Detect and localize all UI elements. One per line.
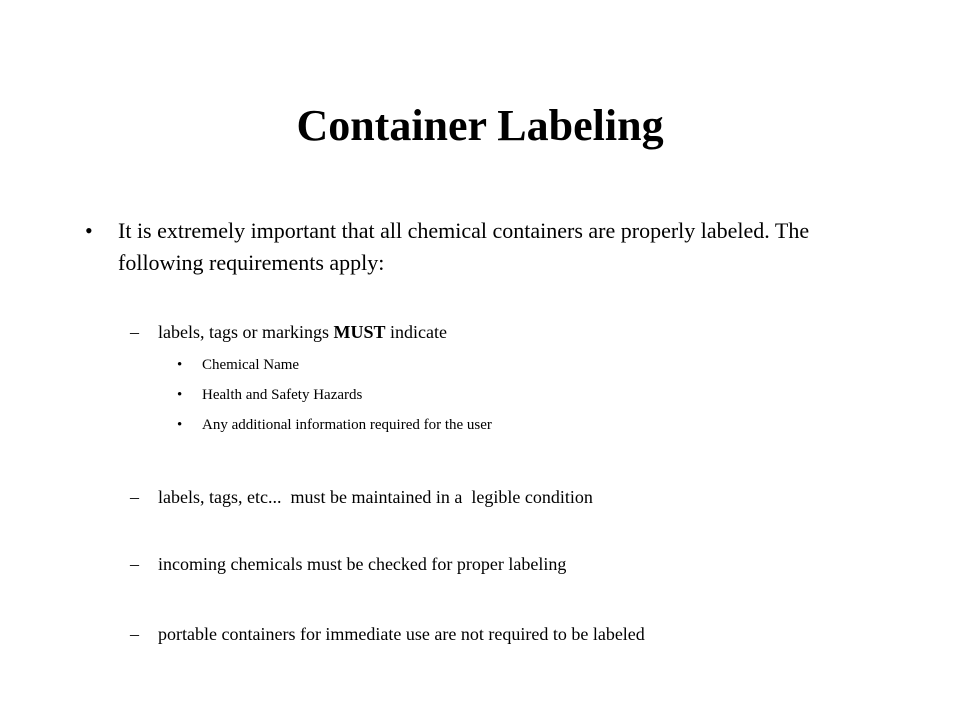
intro-bullet-item xyxy=(85,215,875,279)
subitem-health-safety xyxy=(177,384,777,406)
requirement-text: incoming chemicals must be checked for proper labeling xyxy=(158,554,567,574)
subitem-label: Health and Safety Hazards xyxy=(202,387,363,403)
bullet-icon: • xyxy=(85,218,93,243)
requirement-item-legible xyxy=(130,483,930,511)
intro-text: It is extremely important that all chemical containers are properly labeled. The following requirements apply: xyxy=(118,218,810,275)
dash-icon: – xyxy=(130,487,139,507)
requirement-item-incoming xyxy=(130,550,930,578)
slide-title: Container Labeling xyxy=(296,101,664,150)
requirement-text: portable containers for immediate use are not required to be labeled xyxy=(158,624,645,644)
dash-icon: – xyxy=(130,624,139,644)
requirement-item-portable xyxy=(130,620,930,648)
subitem-label: Any additional information required for the user xyxy=(202,417,492,433)
sub-bullet-icon: • xyxy=(177,387,183,403)
requirement-text-after: indicate xyxy=(385,322,447,342)
sub-bullet-icon: • xyxy=(177,417,183,433)
dash-icon: – xyxy=(130,554,139,574)
subitem-label: Chemical Name xyxy=(202,357,300,373)
sub-bullet-icon: • xyxy=(177,357,183,373)
subitem-additional-info xyxy=(177,414,777,436)
requirement-emphasis: MUST xyxy=(333,322,386,342)
subitem-chemical-name xyxy=(177,354,777,376)
requirement-text: labels, tags, etc... must be maintained in a legible condition xyxy=(158,487,593,507)
dash-icon: – xyxy=(130,322,139,342)
requirement-text-before: labels, tags or markings xyxy=(158,322,334,342)
requirement-item-markings xyxy=(130,318,890,346)
